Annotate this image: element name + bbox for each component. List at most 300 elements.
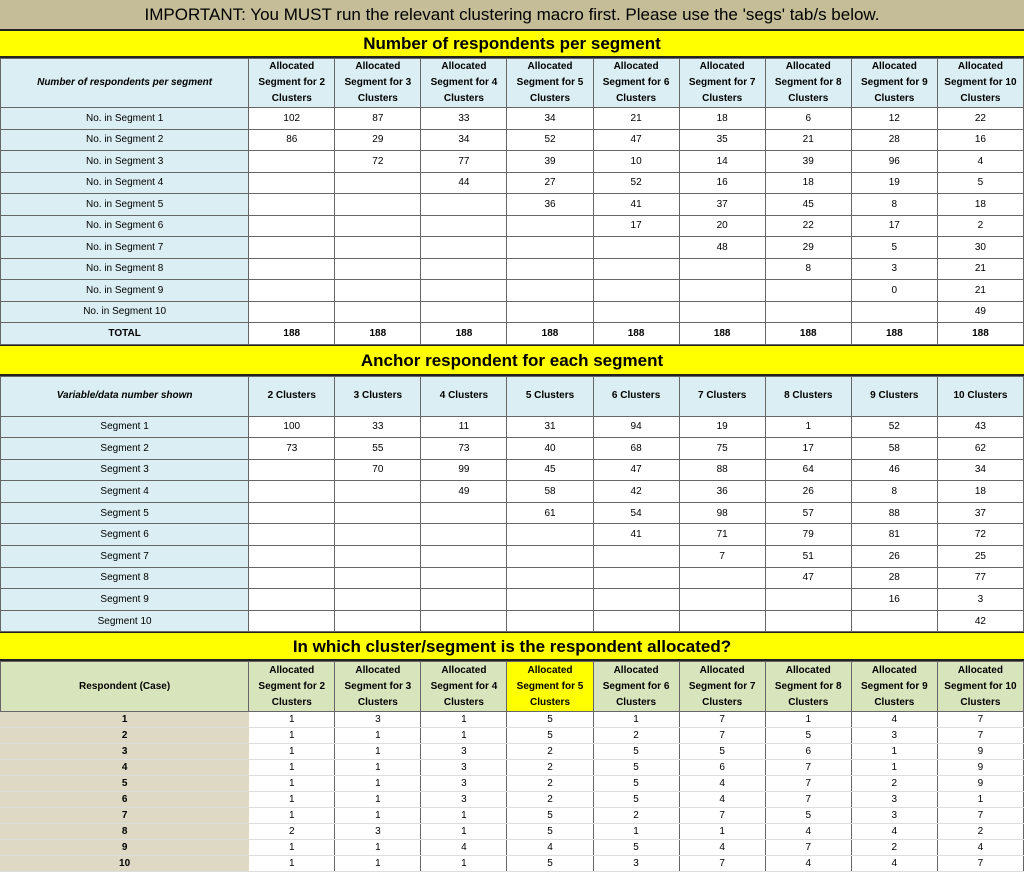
- cell[interactable]: [249, 610, 335, 632]
- cell[interactable]: [421, 502, 507, 524]
- cell[interactable]: [335, 524, 421, 546]
- row-label[interactable]: Segment 10: [1, 610, 249, 632]
- cell[interactable]: [249, 524, 335, 546]
- row-label[interactable]: 8: [1, 824, 249, 840]
- cell[interactable]: [765, 610, 851, 632]
- cell[interactable]: 27: [507, 172, 593, 194]
- cell[interactable]: 98: [679, 502, 765, 524]
- cell[interactable]: 7: [679, 712, 765, 728]
- cell[interactable]: 188: [421, 323, 507, 345]
- cell[interactable]: 4: [765, 824, 851, 840]
- cell[interactable]: 1: [765, 712, 851, 728]
- column-header[interactable]: 3 Clusters: [335, 376, 421, 416]
- cell[interactable]: 3: [851, 792, 937, 808]
- cell[interactable]: [679, 589, 765, 611]
- cell[interactable]: 75: [679, 438, 765, 460]
- cell[interactable]: [679, 567, 765, 589]
- cell[interactable]: 1: [421, 856, 507, 872]
- cell[interactable]: [249, 301, 335, 323]
- cell[interactable]: [249, 546, 335, 568]
- cell[interactable]: 5: [593, 792, 679, 808]
- cell[interactable]: [507, 301, 593, 323]
- cell[interactable]: 4: [507, 840, 593, 856]
- cell[interactable]: 7: [765, 840, 851, 856]
- cell[interactable]: [335, 280, 421, 302]
- cell[interactable]: [249, 589, 335, 611]
- cell[interactable]: 16: [851, 589, 937, 611]
- cell[interactable]: 5: [937, 172, 1023, 194]
- cell[interactable]: 2: [507, 776, 593, 792]
- column-header[interactable]: Allocated Segment for 3 Clusters: [335, 662, 421, 712]
- cell[interactable]: 7: [765, 776, 851, 792]
- cell[interactable]: 17: [851, 215, 937, 237]
- column-header[interactable]: Allocated Segment for 2 Clusters: [249, 662, 335, 712]
- cell[interactable]: 12: [851, 108, 937, 130]
- cell[interactable]: 7: [937, 712, 1023, 728]
- column-header[interactable]: 5 Clusters: [507, 376, 593, 416]
- cell[interactable]: 39: [507, 151, 593, 173]
- cell[interactable]: 14: [679, 151, 765, 173]
- cell[interactable]: [249, 280, 335, 302]
- cell[interactable]: [593, 610, 679, 632]
- cell[interactable]: [335, 589, 421, 611]
- column-header[interactable]: 6 Clusters: [593, 376, 679, 416]
- cell[interactable]: 188: [765, 323, 851, 345]
- cell[interactable]: 9: [937, 776, 1023, 792]
- column-header[interactable]: Allocated Segment for 6 Clusters: [593, 59, 679, 108]
- row-label[interactable]: Segment 3: [1, 459, 249, 481]
- cell[interactable]: 2: [507, 744, 593, 760]
- cell[interactable]: [421, 567, 507, 589]
- cell[interactable]: [335, 610, 421, 632]
- cell[interactable]: [421, 280, 507, 302]
- column-header[interactable]: 2 Clusters: [249, 376, 335, 416]
- cell[interactable]: 99: [421, 459, 507, 481]
- cell[interactable]: 18: [679, 108, 765, 130]
- cell[interactable]: 86: [249, 129, 335, 151]
- cell[interactable]: 188: [851, 323, 937, 345]
- column-header[interactable]: Allocated Segment for 5 Clusters: [507, 662, 593, 712]
- cell[interactable]: 71: [679, 524, 765, 546]
- cell[interactable]: 70: [335, 459, 421, 481]
- cell[interactable]: 1: [335, 792, 421, 808]
- column-header[interactable]: Allocated Segment for 4 Clusters: [421, 59, 507, 108]
- column-header[interactable]: Allocated Segment for 3 Clusters: [335, 59, 421, 108]
- cell[interactable]: 1: [335, 744, 421, 760]
- cell[interactable]: 40: [507, 438, 593, 460]
- row-label[interactable]: Segment 2: [1, 438, 249, 460]
- cell[interactable]: [765, 589, 851, 611]
- cell[interactable]: 3: [851, 728, 937, 744]
- cell[interactable]: [335, 194, 421, 216]
- row-label[interactable]: No. in Segment 1: [1, 108, 249, 130]
- cell[interactable]: [249, 502, 335, 524]
- cell[interactable]: [593, 280, 679, 302]
- cell[interactable]: 1: [679, 824, 765, 840]
- cell[interactable]: 5: [765, 808, 851, 824]
- cell[interactable]: 7: [679, 728, 765, 744]
- cell[interactable]: 1: [421, 808, 507, 824]
- cell[interactable]: 1: [249, 776, 335, 792]
- cell[interactable]: 2: [249, 824, 335, 840]
- cell[interactable]: 1: [593, 824, 679, 840]
- column-header[interactable]: Allocated Segment for 8 Clusters: [765, 59, 851, 108]
- cell[interactable]: [249, 258, 335, 280]
- cell[interactable]: 1: [335, 856, 421, 872]
- cell[interactable]: 7: [937, 728, 1023, 744]
- cell[interactable]: 22: [937, 108, 1023, 130]
- cell[interactable]: 4: [679, 792, 765, 808]
- column-header[interactable]: Allocated Segment for 7 Clusters: [679, 662, 765, 712]
- column-header[interactable]: Allocated Segment for 8 Clusters: [765, 662, 851, 712]
- cell[interactable]: 4: [765, 856, 851, 872]
- cell[interactable]: 1: [851, 744, 937, 760]
- cell[interactable]: 5: [593, 840, 679, 856]
- cell[interactable]: 188: [593, 323, 679, 345]
- cell[interactable]: 29: [335, 129, 421, 151]
- row-label[interactable]: Segment 6: [1, 524, 249, 546]
- row-label[interactable]: 2: [1, 728, 249, 744]
- cell[interactable]: 7: [937, 856, 1023, 872]
- cell[interactable]: 28: [851, 567, 937, 589]
- cell[interactable]: 36: [679, 481, 765, 503]
- cell[interactable]: 54: [593, 502, 679, 524]
- cell[interactable]: 8: [851, 481, 937, 503]
- cell[interactable]: 3: [851, 808, 937, 824]
- cell[interactable]: 94: [593, 416, 679, 438]
- cell[interactable]: 4: [851, 712, 937, 728]
- cell[interactable]: 36: [507, 194, 593, 216]
- cell[interactable]: 46: [851, 459, 937, 481]
- row-label[interactable]: 10: [1, 856, 249, 872]
- cell[interactable]: 8: [765, 258, 851, 280]
- cell[interactable]: 11: [421, 416, 507, 438]
- cell[interactable]: 5: [507, 728, 593, 744]
- row-label[interactable]: Segment 7: [1, 546, 249, 568]
- row-label[interactable]: 1: [1, 712, 249, 728]
- cell[interactable]: 1: [335, 760, 421, 776]
- cell[interactable]: 73: [421, 438, 507, 460]
- cell[interactable]: 2: [937, 824, 1023, 840]
- cell[interactable]: [593, 567, 679, 589]
- cell[interactable]: 1: [765, 416, 851, 438]
- cell[interactable]: 1: [421, 712, 507, 728]
- cell[interactable]: 7: [679, 856, 765, 872]
- cell[interactable]: 16: [679, 172, 765, 194]
- cell[interactable]: 188: [679, 323, 765, 345]
- cell[interactable]: [765, 301, 851, 323]
- cell[interactable]: [421, 610, 507, 632]
- cell[interactable]: 61: [507, 502, 593, 524]
- cell[interactable]: 1: [421, 824, 507, 840]
- cell[interactable]: 5: [507, 712, 593, 728]
- cell[interactable]: 72: [335, 151, 421, 173]
- cell[interactable]: 1: [335, 776, 421, 792]
- row-label[interactable]: No. in Segment 8: [1, 258, 249, 280]
- row-label[interactable]: No. in Segment 9: [1, 280, 249, 302]
- row-label[interactable]: 9: [1, 840, 249, 856]
- cell[interactable]: 58: [507, 481, 593, 503]
- cell[interactable]: 21: [765, 129, 851, 151]
- cell[interactable]: 5: [679, 744, 765, 760]
- cell[interactable]: [249, 481, 335, 503]
- cell[interactable]: 30: [937, 237, 1023, 259]
- cell[interactable]: [421, 546, 507, 568]
- cell[interactable]: 9: [937, 760, 1023, 776]
- cell[interactable]: 42: [937, 610, 1023, 632]
- cell[interactable]: [507, 524, 593, 546]
- column-header[interactable]: 9 Clusters: [851, 376, 937, 416]
- cell[interactable]: 3: [421, 760, 507, 776]
- cell[interactable]: 55: [335, 438, 421, 460]
- cell[interactable]: 49: [421, 481, 507, 503]
- cell[interactable]: 1: [335, 728, 421, 744]
- cell[interactable]: 47: [765, 567, 851, 589]
- cell[interactable]: [421, 589, 507, 611]
- cell[interactable]: 19: [679, 416, 765, 438]
- row-label[interactable]: No. in Segment 7: [1, 237, 249, 259]
- cell[interactable]: [679, 610, 765, 632]
- cell[interactable]: 1: [249, 808, 335, 824]
- cell[interactable]: [851, 301, 937, 323]
- cell[interactable]: 77: [937, 567, 1023, 589]
- cell[interactable]: 28: [851, 129, 937, 151]
- cell[interactable]: 1: [249, 744, 335, 760]
- column-header[interactable]: Allocated Segment for 6 Clusters: [593, 662, 679, 712]
- cell[interactable]: 26: [851, 546, 937, 568]
- cell[interactable]: 5: [593, 760, 679, 776]
- cell[interactable]: 10: [593, 151, 679, 173]
- cell[interactable]: 6: [679, 760, 765, 776]
- column-header[interactable]: Allocated Segment for 10 Clusters: [937, 59, 1023, 108]
- cell[interactable]: [507, 215, 593, 237]
- cell[interactable]: 100: [249, 416, 335, 438]
- cell[interactable]: 3: [421, 792, 507, 808]
- cell[interactable]: 45: [765, 194, 851, 216]
- cell[interactable]: [249, 567, 335, 589]
- cell[interactable]: 7: [765, 792, 851, 808]
- cell[interactable]: 1: [937, 792, 1023, 808]
- cell[interactable]: [335, 301, 421, 323]
- row-label[interactable]: 4: [1, 760, 249, 776]
- cell[interactable]: [851, 610, 937, 632]
- cell[interactable]: 41: [593, 194, 679, 216]
- cell[interactable]: [335, 237, 421, 259]
- cell[interactable]: 19: [851, 172, 937, 194]
- cell[interactable]: [593, 258, 679, 280]
- cell[interactable]: 1: [335, 840, 421, 856]
- row-label[interactable]: Segment 4: [1, 481, 249, 503]
- cell[interactable]: 17: [765, 438, 851, 460]
- cell[interactable]: [249, 459, 335, 481]
- cell[interactable]: 5: [765, 728, 851, 744]
- cell[interactable]: 7: [679, 808, 765, 824]
- cell[interactable]: 87: [335, 108, 421, 130]
- cell[interactable]: [249, 215, 335, 237]
- cell[interactable]: [507, 567, 593, 589]
- cell[interactable]: [335, 481, 421, 503]
- cell[interactable]: 34: [937, 459, 1023, 481]
- cell[interactable]: 1: [249, 792, 335, 808]
- cell[interactable]: 188: [249, 323, 335, 345]
- cell[interactable]: 4: [851, 856, 937, 872]
- cell[interactable]: 4: [421, 840, 507, 856]
- cell[interactable]: 29: [765, 237, 851, 259]
- cell[interactable]: [765, 280, 851, 302]
- cell[interactable]: 37: [679, 194, 765, 216]
- cell[interactable]: 21: [593, 108, 679, 130]
- cell[interactable]: 43: [937, 416, 1023, 438]
- cell[interactable]: 58: [851, 438, 937, 460]
- cell[interactable]: [421, 194, 507, 216]
- cell[interactable]: 1: [421, 728, 507, 744]
- cell[interactable]: 81: [851, 524, 937, 546]
- cell[interactable]: 31: [507, 416, 593, 438]
- cell[interactable]: 1: [851, 760, 937, 776]
- cell[interactable]: [679, 280, 765, 302]
- corner-header[interactable]: Variable/data number shown: [1, 376, 249, 416]
- cell[interactable]: 72: [937, 524, 1023, 546]
- cell[interactable]: 5: [851, 237, 937, 259]
- cell[interactable]: 16: [937, 129, 1023, 151]
- cell[interactable]: 42: [593, 481, 679, 503]
- cell[interactable]: 35: [679, 129, 765, 151]
- cell[interactable]: 62: [937, 438, 1023, 460]
- cell[interactable]: 88: [851, 502, 937, 524]
- row-label[interactable]: No. in Segment 3: [1, 151, 249, 173]
- column-header[interactable]: Allocated Segment for 9 Clusters: [851, 59, 937, 108]
- column-header[interactable]: Allocated Segment for 4 Clusters: [421, 662, 507, 712]
- cell[interactable]: 33: [335, 416, 421, 438]
- cell[interactable]: 6: [765, 108, 851, 130]
- cell[interactable]: 34: [507, 108, 593, 130]
- cell[interactable]: 6: [765, 744, 851, 760]
- cell[interactable]: [421, 258, 507, 280]
- cell[interactable]: 18: [937, 194, 1023, 216]
- cell[interactable]: 4: [937, 151, 1023, 173]
- cell[interactable]: 79: [765, 524, 851, 546]
- cell[interactable]: [335, 567, 421, 589]
- row-label[interactable]: 6: [1, 792, 249, 808]
- cell[interactable]: 96: [851, 151, 937, 173]
- cell[interactable]: 52: [507, 129, 593, 151]
- column-header[interactable]: Allocated Segment for 7 Clusters: [679, 59, 765, 108]
- cell[interactable]: 5: [593, 744, 679, 760]
- cell[interactable]: 1: [335, 808, 421, 824]
- column-header[interactable]: 7 Clusters: [679, 376, 765, 416]
- row-label[interactable]: Segment 1: [1, 416, 249, 438]
- cell[interactable]: [335, 215, 421, 237]
- row-label[interactable]: No. in Segment 5: [1, 194, 249, 216]
- cell[interactable]: 2: [507, 760, 593, 776]
- cell[interactable]: [507, 589, 593, 611]
- cell[interactable]: 3: [421, 744, 507, 760]
- cell[interactable]: [593, 589, 679, 611]
- cell[interactable]: 8: [851, 194, 937, 216]
- cell[interactable]: 188: [335, 323, 421, 345]
- row-label[interactable]: 5: [1, 776, 249, 792]
- cell[interactable]: [679, 258, 765, 280]
- cell[interactable]: 88: [679, 459, 765, 481]
- row-label[interactable]: Segment 9: [1, 589, 249, 611]
- cell[interactable]: 4: [679, 840, 765, 856]
- column-header[interactable]: Allocated Segment for 5 Clusters: [507, 59, 593, 108]
- cell[interactable]: [335, 258, 421, 280]
- cell[interactable]: 9: [937, 744, 1023, 760]
- cell[interactable]: [507, 237, 593, 259]
- cell[interactable]: [421, 215, 507, 237]
- cell[interactable]: 45: [507, 459, 593, 481]
- cell[interactable]: 26: [765, 481, 851, 503]
- cell[interactable]: 2: [507, 792, 593, 808]
- cell[interactable]: [249, 237, 335, 259]
- cell[interactable]: 47: [593, 129, 679, 151]
- cell[interactable]: 18: [765, 172, 851, 194]
- cell[interactable]: 1: [249, 840, 335, 856]
- corner-header[interactable]: Number of respondents per segment: [1, 59, 249, 108]
- cell[interactable]: 1: [249, 856, 335, 872]
- cell[interactable]: [507, 546, 593, 568]
- cell[interactable]: [335, 172, 421, 194]
- cell[interactable]: [335, 546, 421, 568]
- row-label[interactable]: No. in Segment 10: [1, 301, 249, 323]
- cell[interactable]: 3: [421, 776, 507, 792]
- cell[interactable]: 68: [593, 438, 679, 460]
- cell[interactable]: 73: [249, 438, 335, 460]
- cell[interactable]: 2: [937, 215, 1023, 237]
- row-label[interactable]: 3: [1, 744, 249, 760]
- column-header[interactable]: 8 Clusters: [765, 376, 851, 416]
- corner-header[interactable]: Respondent (Case): [1, 662, 249, 712]
- cell[interactable]: 22: [765, 215, 851, 237]
- cell[interactable]: [593, 546, 679, 568]
- cell[interactable]: 188: [507, 323, 593, 345]
- cell[interactable]: 17: [593, 215, 679, 237]
- cell[interactable]: 18: [937, 481, 1023, 503]
- cell[interactable]: 52: [593, 172, 679, 194]
- row-label[interactable]: 7: [1, 808, 249, 824]
- cell[interactable]: [249, 151, 335, 173]
- cell[interactable]: 0: [851, 280, 937, 302]
- cell[interactable]: 49: [937, 301, 1023, 323]
- column-header[interactable]: 4 Clusters: [421, 376, 507, 416]
- cell[interactable]: 52: [851, 416, 937, 438]
- cell[interactable]: [249, 172, 335, 194]
- cell[interactable]: 20: [679, 215, 765, 237]
- cell[interactable]: [421, 237, 507, 259]
- cell[interactable]: [507, 610, 593, 632]
- cell[interactable]: 48: [679, 237, 765, 259]
- cell[interactable]: 39: [765, 151, 851, 173]
- cell[interactable]: [593, 237, 679, 259]
- cell[interactable]: [507, 280, 593, 302]
- cell[interactable]: 21: [937, 280, 1023, 302]
- cell[interactable]: [335, 502, 421, 524]
- cell[interactable]: 51: [765, 546, 851, 568]
- cell[interactable]: 3: [335, 712, 421, 728]
- cell[interactable]: 5: [507, 824, 593, 840]
- cell[interactable]: 37: [937, 502, 1023, 524]
- cell[interactable]: [507, 258, 593, 280]
- cell[interactable]: 3: [851, 258, 937, 280]
- column-header[interactable]: Allocated Segment for 2 Clusters: [249, 59, 335, 108]
- cell[interactable]: 4: [937, 840, 1023, 856]
- cell[interactable]: 1: [249, 712, 335, 728]
- cell[interactable]: 188: [937, 323, 1023, 345]
- row-label[interactable]: Segment 8: [1, 567, 249, 589]
- cell[interactable]: 2: [593, 728, 679, 744]
- cell[interactable]: 5: [507, 808, 593, 824]
